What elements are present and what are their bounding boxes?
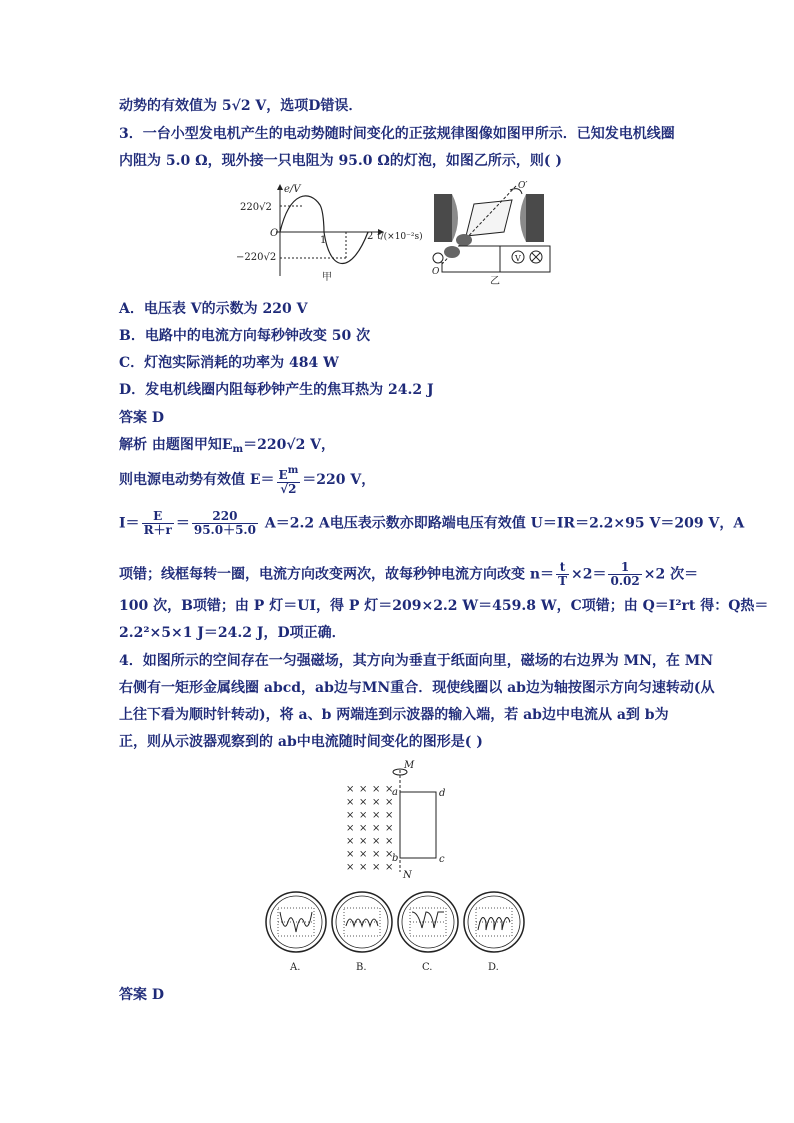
field-cross: × bbox=[385, 849, 394, 860]
y-neg-label: −220√2 bbox=[236, 252, 277, 263]
figure-q4-field-coil bbox=[340, 758, 460, 882]
scope-label: C. bbox=[422, 962, 433, 972]
voltmeter-label: V bbox=[515, 254, 521, 263]
slip-ring-1 bbox=[456, 234, 472, 246]
oscilloscope-options bbox=[262, 888, 532, 972]
label-c: c bbox=[439, 854, 445, 865]
q3-stem-line-1: 3．一台小型发电机产生的电动势随时间变化的正弦规律图像如图甲所示．已知发电机线圈 bbox=[119, 126, 675, 142]
fraction-em-root2: $\frac{E^m}{√2}$ bbox=[278, 465, 299, 496]
field-cross: × bbox=[346, 862, 355, 873]
field-cross: × bbox=[372, 810, 381, 821]
field-cross: × bbox=[346, 810, 355, 821]
fraction-220-over-100: $\frac{220}{95.0+5.0}$ bbox=[193, 509, 256, 537]
field-cross: × bbox=[346, 849, 355, 860]
axis-top-label: O′ bbox=[518, 181, 528, 191]
label-m: M bbox=[404, 760, 415, 771]
x-tick-2: 2 bbox=[367, 231, 374, 242]
field-cross: × bbox=[346, 784, 355, 795]
fraction-e-over-rr: $\frac{E}{R+r}$ bbox=[143, 509, 172, 537]
solution-line-2: 则电源电动势有效值 E＝ $\frac{E^m}{√2}$ ＝220 V， bbox=[119, 465, 376, 496]
option-c: C．灯泡实际消耗的功率为 484 W bbox=[119, 355, 339, 371]
pole-right bbox=[520, 194, 526, 242]
field-cross: × bbox=[372, 862, 381, 873]
y-pos-label: 220√2 bbox=[240, 202, 272, 213]
scope-option-b bbox=[332, 892, 392, 972]
q4-stem-line-1: 4．如图所示的空间存在一匀强磁场，其方向为垂直于纸面向里，磁场的右边界为 MN，在 MN bbox=[119, 653, 714, 669]
field-cross: × bbox=[385, 862, 394, 873]
option-d: D．发电机线圈内阻每秒钟产生的焦耳热为 24.2 J bbox=[119, 382, 434, 398]
magnet-left bbox=[434, 194, 452, 242]
field-cross: × bbox=[385, 784, 394, 795]
figure-yi-generator bbox=[430, 180, 560, 286]
q4-stem-line-4: 正，则从示波器观察到的 ab中电流随时间变化的图形是( ) bbox=[119, 734, 483, 750]
scope-option-a bbox=[266, 892, 326, 972]
q4-stem-line-2: 右侧有一矩形金属线圈 abcd，ab边与MN重合．现使线圈以 ab边为轴按图示方向匀速转动(从 bbox=[119, 680, 715, 696]
scope-option-c bbox=[398, 892, 458, 972]
field-cross: × bbox=[385, 810, 394, 821]
label-n: N bbox=[403, 870, 412, 881]
pole-left bbox=[452, 194, 458, 242]
figure-jia-caption: 甲 bbox=[322, 272, 332, 283]
label-a: a bbox=[392, 787, 398, 798]
field-cross: × bbox=[346, 823, 355, 834]
coil bbox=[466, 200, 512, 236]
field-cross: × bbox=[359, 810, 368, 821]
field-cross: × bbox=[372, 823, 381, 834]
option-a: A．电压表 V的示数为 220 V bbox=[119, 301, 308, 317]
fraction-t-over-T: $\frac{t}{T}$ bbox=[558, 560, 567, 588]
field-cross: × bbox=[385, 836, 394, 847]
solution-line-1: 解析 由题图甲知$E_m=220√2$ V， bbox=[119, 437, 336, 455]
scope-label: D. bbox=[488, 962, 499, 972]
field-crosses bbox=[346, 784, 393, 873]
coil-abcd bbox=[400, 792, 436, 858]
origin-label: O bbox=[270, 228, 279, 239]
q4-answer: 答案 D bbox=[119, 987, 165, 1003]
figure-yi-caption: 乙 bbox=[490, 276, 500, 286]
field-cross: × bbox=[359, 849, 368, 860]
field-cross: × bbox=[372, 784, 381, 795]
magnet-right bbox=[526, 194, 544, 242]
q4-stem-line-3: 上往下看为顺时针转动)，将 a、b 两端连到示波器的输入端，若 ab边中电流从 a到 b为 bbox=[119, 707, 669, 723]
field-cross: × bbox=[359, 784, 368, 795]
scope-label: A. bbox=[290, 962, 301, 972]
q3-answer: 答案 D bbox=[119, 410, 165, 426]
q3-stem-line-2: 内阻为 5.0 Ω，现外接一只电阻为 95.0 Ω的灯泡，如图乙所示，则( ) bbox=[119, 153, 562, 169]
slip-ring-2 bbox=[444, 246, 460, 258]
x-axis-label: t/(×10⁻²s) bbox=[377, 232, 423, 242]
fraction-1-over-002: $\frac{1}{0.02}$ bbox=[610, 560, 640, 588]
label-d: d bbox=[439, 788, 446, 799]
solution-line-6: 2.2²×5×1 J＝24.2 J，D项正确． bbox=[119, 625, 346, 641]
field-cross: × bbox=[385, 797, 394, 808]
prev-answer-line: 动势的有效值为 5√2 V，选项D错误． bbox=[119, 98, 363, 114]
field-cross: × bbox=[359, 823, 368, 834]
option-b: B．电路中的电流方向每秒钟改变 50 次 bbox=[119, 328, 371, 344]
axis-bottom-label: O bbox=[432, 267, 440, 277]
field-cross: × bbox=[385, 823, 394, 834]
solution-line-5: 100 次，B项错；由 P 灯＝UI，得 P 灯＝209×2.2 W＝459.8 W，C项错；由 Q＝I²rt 得：Q热＝ bbox=[119, 598, 769, 614]
y-axis-arrow bbox=[277, 184, 283, 190]
field-cross: × bbox=[372, 849, 381, 860]
field-cross: × bbox=[372, 836, 381, 847]
field-cross: × bbox=[372, 797, 381, 808]
field-cross: × bbox=[346, 836, 355, 847]
y-axis-label: e/V bbox=[284, 184, 301, 195]
field-cross: × bbox=[346, 797, 355, 808]
x-tick-1: 1 bbox=[320, 235, 327, 246]
scope-option-d bbox=[464, 892, 524, 972]
solution-line-3: I＝ $\frac{E}{R+r}$ ＝ $\frac{220}{95.0+5.0}$ A＝2.2 A电压表示数亦即路端电压有效值 U＝IR＝2.2×95 V＝209 V，A bbox=[119, 509, 745, 537]
external-wire bbox=[500, 246, 550, 272]
field-cross: × bbox=[359, 836, 368, 847]
scope-label: B. bbox=[356, 962, 367, 972]
label-b: b bbox=[392, 853, 399, 864]
brush-terminal bbox=[433, 253, 443, 263]
solution-line-4: 项错；线框每转一圈，电流方向改变两次，故每秒钟电流方向改变 n＝ $\frac{t}{T}$ ×2＝ $\frac{1}{0.02}$ ×2 次＝ bbox=[119, 560, 699, 588]
field-cross: × bbox=[359, 797, 368, 808]
field-cross: × bbox=[359, 862, 368, 873]
figure-jia-sine-graph bbox=[236, 180, 432, 284]
